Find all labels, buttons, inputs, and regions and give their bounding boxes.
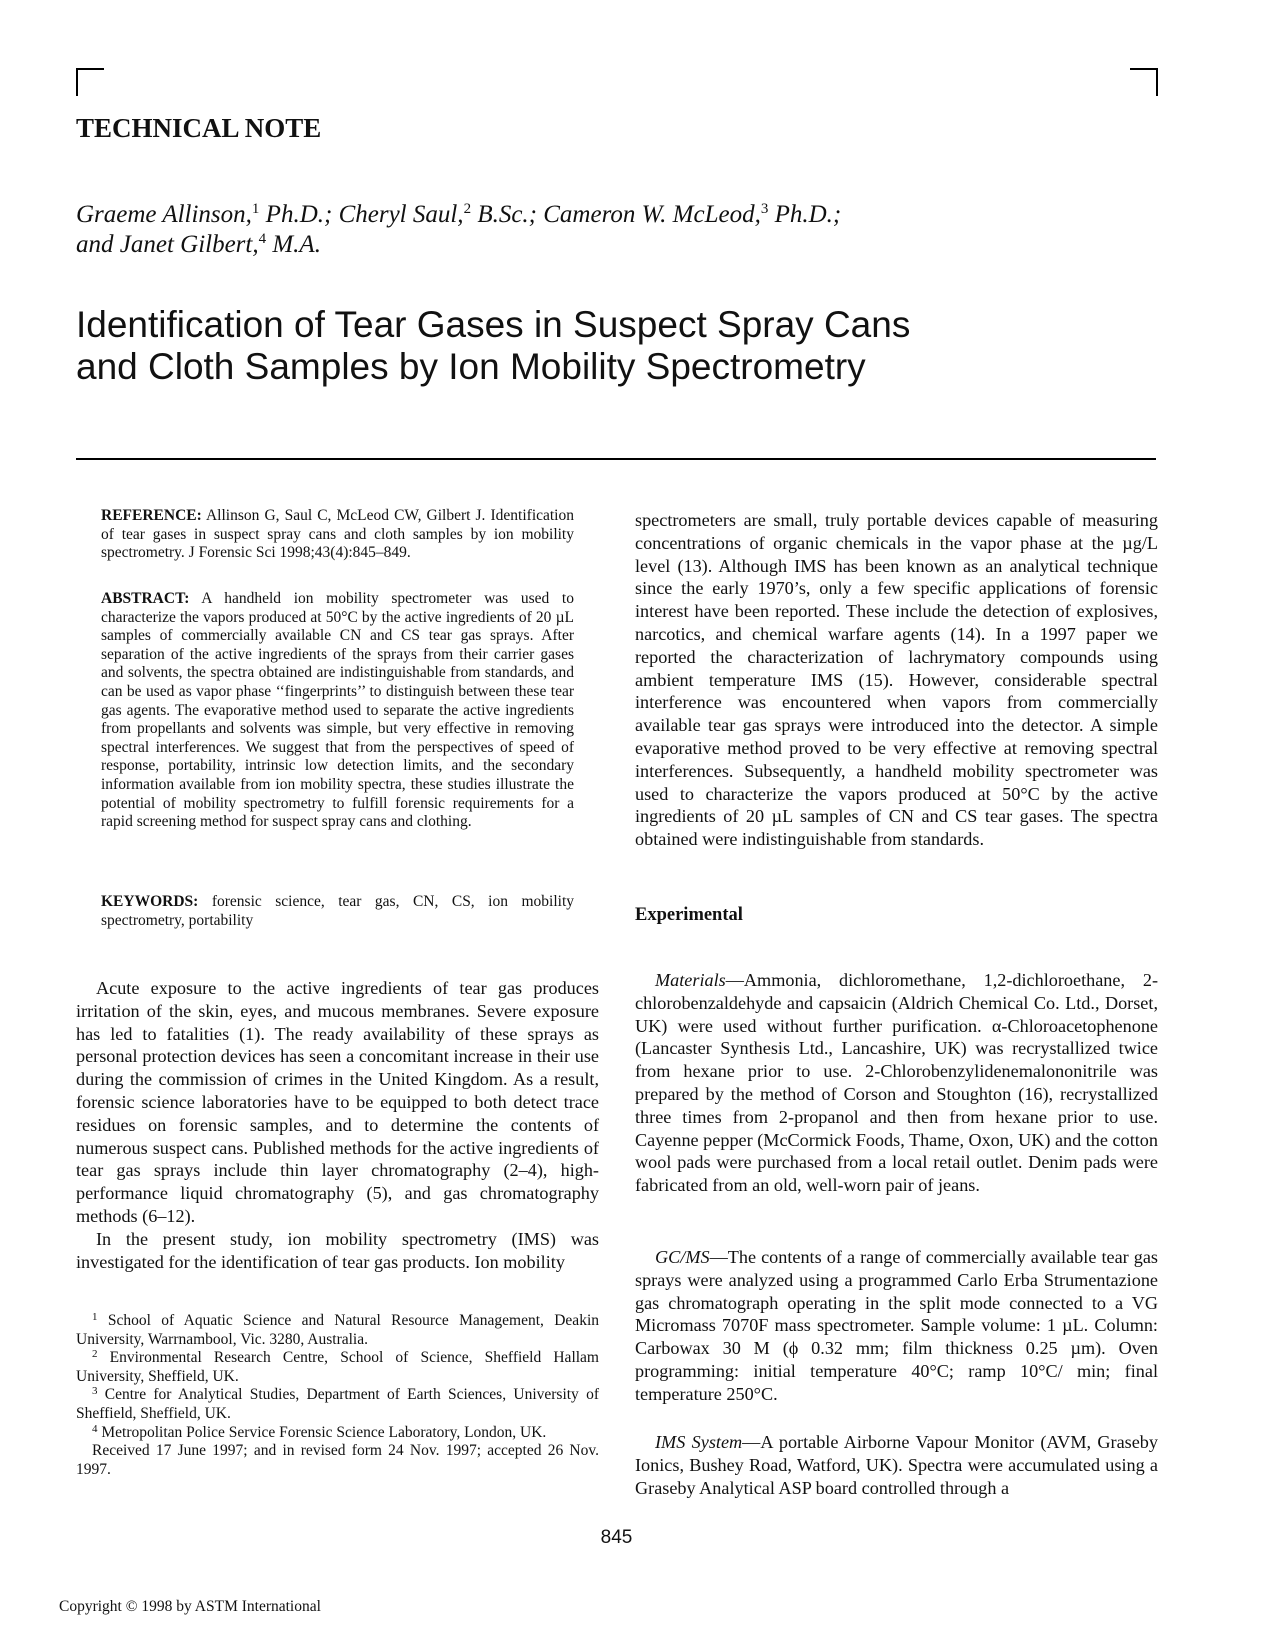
title-line: and Cloth Samples by Ion Mobility Spectrometry bbox=[76, 346, 866, 387]
section-heading: Experimental bbox=[635, 905, 743, 925]
author-degree: M.A. bbox=[266, 231, 321, 258]
footnote-text: Metropolitan Police Service Forensic Science Laboratory, London, UK. bbox=[97, 1423, 547, 1441]
body-paragraph: In the present study, ion mobility spectrometry (IMS) was investigated for the identification of tear gas products. Ion mobility bbox=[76, 1228, 599, 1272]
footnote bbox=[76, 1349, 599, 1386]
keywords-label: KEYWORDS: bbox=[101, 893, 199, 910]
footnote bbox=[76, 1424, 599, 1443]
author-name: B.Sc.; Cameron W. McLeod, bbox=[471, 201, 761, 228]
author-name: Graeme Allinson, bbox=[76, 201, 252, 228]
body-paragraph: Acute exposure to the active ingredients of tear gas produces irritation of the skin, eyes, and mucous membranes. Severe exposure has led to fatalities (1). The ready availability of these sprays as personal protection devices has seen a concomitant increase in their use during the commission of crimes in the United Kingdom. As a result, forensic science laboratories have to be equipped to both detect trace residues on forensic samples, and to determine the contents of numerous suspect cans. Published methods for the active ingredients of tear gas sprays include thin layer chromatography (2–4), high-performance liquid chromatography (5), and gas chromatography methods (6–12). bbox=[76, 978, 599, 1226]
subsection-label: Materials bbox=[655, 970, 726, 990]
paragraph-text: —Ammonia, dichloromethane, 1,2-dichloroethane, 2-chlorobenzaldehyde and capsaicin (Aldrich Chemical Co. Ltd., Dorset, UK) were used without further purification. α-Chloroacetophenone (Lancaster Synthesis Ltd., Lancashire, UK) was recrystallized twice from hexane prior to use. 2-Chlorobenzylidenemalononitrile was prepared by the method of Corson and Stoughton (16), recrystallized three times from 2-propanol and then from hexane prior to use. Cayenne pepper (McCormick Foods, Thame, Oxon, UK) and the cotton wool pads were purchased from a local retail outlet. Denim pads were fabricated from an old, well-worn pair of jeans. bbox=[635, 970, 1158, 1196]
paragraph-text: —The contents of a range of commercially available tear gas sprays were analyzed using a programmed Carlo Erba Strumentazione gas chromatograph operating in the split mode connected to a VG Micromass 7070F mass spectrometer. Sample volume: 1 µL. Column: Carbowax 30 M (ϕ 0.32 mm; film thickness 0.25 µm). Oven programming: initial temperature 40°C; ramp 10°C/ min; final temperature 250°C. bbox=[635, 1247, 1158, 1404]
keywords-block bbox=[101, 893, 574, 930]
affiliation-marker: 4 bbox=[258, 231, 267, 247]
reference-block bbox=[101, 507, 574, 563]
title-line: Identification of Tear Gases in Suspect Spray Cans bbox=[76, 304, 911, 345]
paper-title bbox=[76, 304, 1076, 388]
crop-mark-top-right bbox=[1130, 68, 1158, 96]
keywords-text: forensic science, tear gas, CN, CS, ion mobility spectrometry, portability bbox=[101, 893, 575, 929]
footnote-marker: 1 bbox=[92, 1311, 98, 1323]
section-label: TECHNICAL NOTE bbox=[76, 113, 322, 143]
gcms-paragraph bbox=[635, 1246, 1158, 1406]
page-number: 845 bbox=[600, 1527, 633, 1548]
affiliation-marker: 2 bbox=[463, 201, 472, 217]
abstract-label: ABSTRACT: bbox=[101, 590, 190, 607]
crop-mark-top-left bbox=[76, 68, 104, 96]
footnote-marker: 2 bbox=[92, 1348, 98, 1361]
footnotes bbox=[76, 1312, 599, 1479]
author-line-2 bbox=[76, 230, 936, 260]
affiliation-marker: 3 bbox=[760, 201, 769, 217]
subsection-label: GC/MS bbox=[655, 1247, 710, 1267]
footnote-marker: 3 bbox=[92, 1385, 98, 1398]
footnote-text: School of Aquatic Science and Natural Resource Management, Deakin University, Warrnambool, Vic. 3280, Australia. bbox=[76, 1312, 599, 1348]
left-column-body bbox=[76, 977, 599, 1273]
ims-paragraph bbox=[635, 1431, 1158, 1499]
footnote bbox=[76, 1312, 599, 1349]
received-dates: Received 17 June 1997; and in revised form 24 Nov. 1997; accepted 26 Nov. 1997. bbox=[76, 1442, 599, 1478]
copyright-notice: Copyright © 1998 by ASTM International bbox=[59, 1598, 321, 1615]
footnote-marker: 4 bbox=[92, 1422, 98, 1435]
author-name: Ph.D.; Cheryl Saul, bbox=[259, 201, 464, 228]
reference-text: Allinson G, Saul C, McLeod CW, Gilbert J. Identification of tear gases in suspect spray cans and cloth samples by ion mobility spectrometry. J Forensic Sci 1998;43(4):845–849. bbox=[101, 507, 574, 562]
title-divider bbox=[76, 458, 1156, 460]
paragraph-text: —A portable Airborne Vapour Monitor (AVM, Graseby Ionics, Bushey Road, Watford, UK). Spectra were accumulated using a Graseby Analytical ASP board controlled through a bbox=[635, 1432, 1158, 1498]
subsection-label: IMS System bbox=[655, 1432, 743, 1452]
author-name: and Janet Gilbert, bbox=[76, 231, 259, 258]
reference-label: REFERENCE: bbox=[101, 507, 202, 524]
footnote-text: Environmental Research Centre, School of Science, Sheffield Hallam University, Sheffield, UK. bbox=[76, 1349, 599, 1385]
body-paragraph: spectrometers are small, truly portable devices capable of measuring concentrations of organic chemicals in the vapor phase at the µg/L level (13). Although IMS has been known as an analytical technique since the early 1970’s, only a few specific applications of forensic interest have been reported. These include the detection of explosives, narcotics, and chemical warfare agents (14). In a 1997 paper we reported the characterization of lachrymatory compounds using ambient temperature IMS (15). However, considerable spectral interference was encountered when vapors from commercially available tear gas sprays were introduced into the detector. A simple evaporative method proved to be very effective at removing spectral interferences. Subsequently, a handheld mobility spectrometer was used to characterize the vapors produced at 50°C by the active ingredients of 20 µL samples of CN and CS tear gases. The spectra obtained were indistinguishable from standards. bbox=[635, 510, 1158, 850]
materials-paragraph bbox=[635, 969, 1158, 1197]
footnote-text: Centre for Analytical Studies, Department of Earth Sciences, University of Sheffield, Sheffield, UK. bbox=[76, 1386, 599, 1422]
footnote bbox=[76, 1386, 599, 1423]
abstract-text: A handheld ion mobility spectrometer was used to characterize the vapors produced at 50°C by the active ingredients of 20 µL samples of commercially available CN and CS tear gas sprays. After separation of the active ingredients of the sprays from their carrier gases and solvents, the spectra obtained are indistinguishable from standards, and can be used as vapor phase ‘‘fingerprints’’ to distinguish between these tear gas agents. The evaporative method used to separate the active ingredients from propellants and solvents was simple, but very effective in removing spectral interferences. We suggest that from the perspectives of speed of response, portability, intrinsic low detection limits, and the secondary information available from ion mobility spectra, these studies illustrate the potential of mobility spectrometry to fulfill forensic requirements for a rapid screening method for suspect spray cans and clothing. bbox=[101, 590, 574, 831]
abstract-block bbox=[101, 590, 574, 832]
author-line-1 bbox=[76, 200, 936, 230]
affiliation-marker: 1 bbox=[251, 201, 260, 217]
author-degree: Ph.D.; bbox=[768, 201, 842, 228]
author-list bbox=[76, 200, 936, 260]
